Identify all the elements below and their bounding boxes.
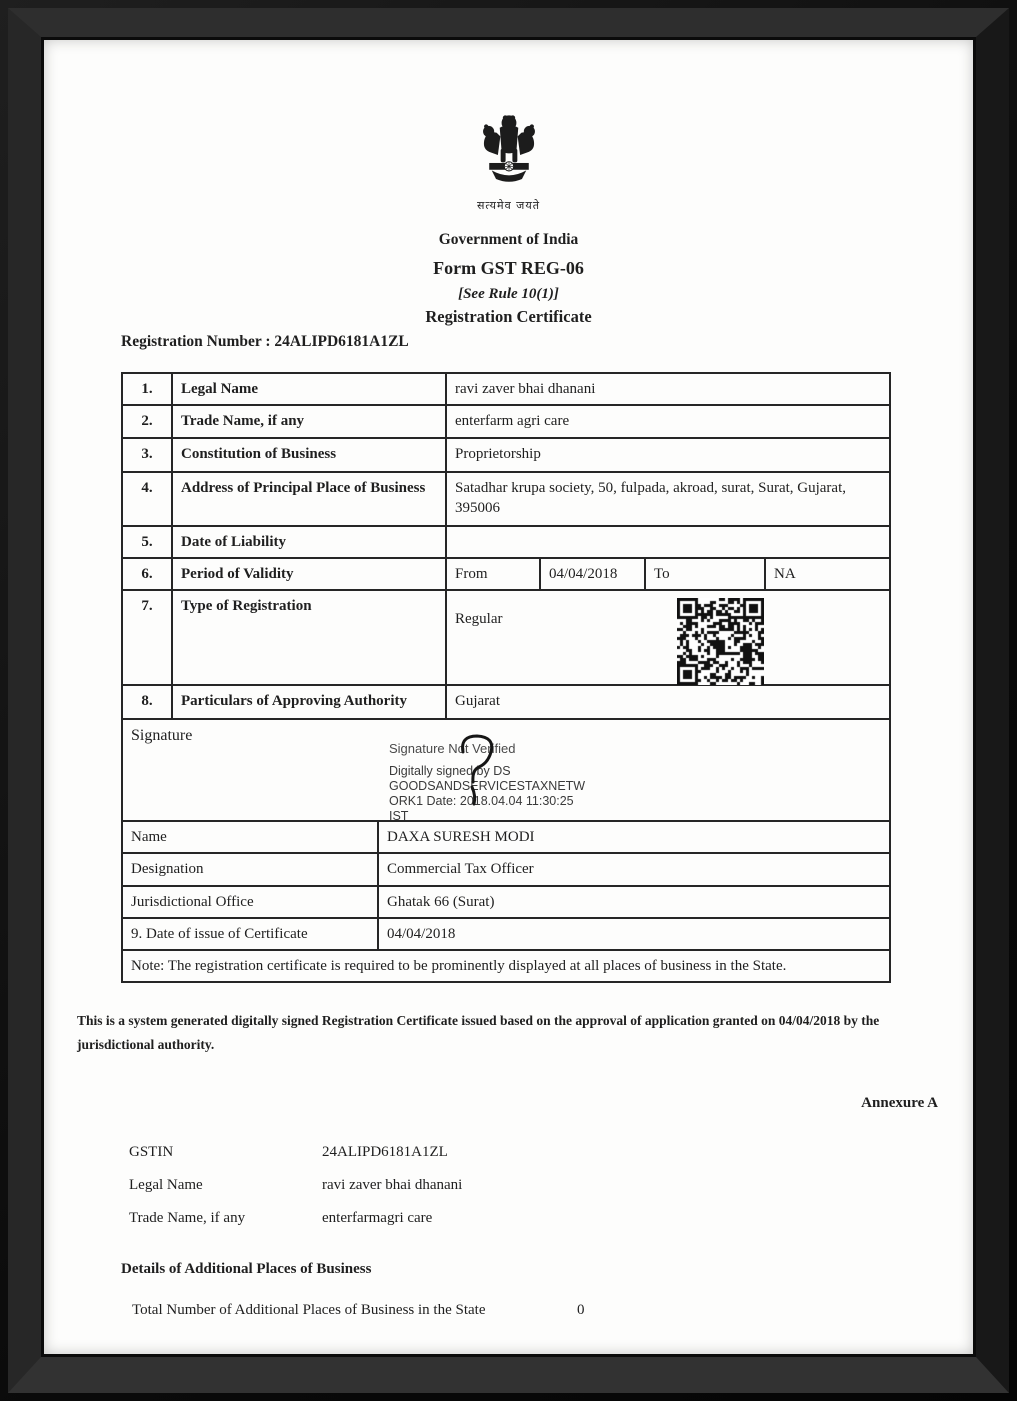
table-row [122, 472, 890, 526]
annexure-field-value: 24ALIPD6181A1ZL [322, 1144, 448, 1161]
row-value: Proprietorship [446, 438, 890, 472]
validity-to-value: NA [765, 558, 890, 590]
row-value: Satadhar krupa society, 50, fulpada, akroad, surat, Surat, Gujarat, 395006 [446, 472, 890, 526]
table-row [122, 685, 890, 719]
note-row [122, 950, 890, 982]
officer-label: Jurisdictional Office [122, 886, 378, 918]
annexure-fields [129, 1136, 940, 1235]
total-places-value: 0 [577, 1302, 585, 1319]
row-label: Date of Liability [172, 526, 446, 558]
officer-row [122, 821, 890, 853]
table-row [122, 438, 890, 472]
document-header [77, 229, 940, 329]
annexure-field-row [129, 1202, 940, 1235]
signature-scribble-icon [453, 732, 505, 816]
row-value: Gujarat [446, 685, 890, 719]
row-label: Type of Registration [172, 590, 446, 685]
india-national-emblem-icon [478, 179, 540, 196]
total-places-line [132, 1302, 940, 1319]
annexure-field-label: Legal Name [129, 1177, 203, 1194]
officer-value: DAXA SURESH MODI [378, 821, 890, 853]
annexure-field-value: enterfarmagri care [322, 1210, 433, 1227]
row-label: Constitution of Business [172, 438, 446, 472]
signature-detail-line: ORK1 Date: 2018.04.04 11:30:25 [389, 793, 574, 808]
signature-label: Signature [131, 727, 193, 745]
annexure-field-label: Trade Name, if any [129, 1210, 246, 1227]
row-number: 7. [122, 590, 172, 685]
row-label: Address of Principal Place of Business [172, 472, 446, 526]
officer-value: Commercial Tax Officer [378, 853, 890, 885]
officer-row [122, 886, 890, 918]
table-row [122, 373, 890, 405]
row-label: Trade Name, if any [172, 405, 446, 437]
table-row-period-of-validity [122, 558, 890, 590]
row-value [446, 526, 890, 558]
total-places-label: Total Number of Additional Places of Business in the State [132, 1302, 486, 1319]
validity-to-label: To [645, 558, 765, 590]
row-number: 1. [122, 373, 172, 405]
officer-row [122, 918, 890, 950]
certificate-table [121, 372, 891, 983]
officer-label: 9. Date of issue of Certificate [122, 918, 378, 950]
row-number: 5. [122, 526, 172, 558]
signature-detail-line: Digitally signed by DS [389, 763, 511, 778]
row-value: ravi zaver bhai dhanani [446, 373, 890, 405]
signature-row [122, 719, 890, 821]
validity-from-value: 04/04/2018 [540, 558, 645, 590]
registration-number-line [121, 333, 940, 351]
header-government: Government of India [438, 231, 579, 248]
row-label: Legal Name [172, 373, 446, 405]
table-row [122, 405, 890, 437]
signature-detail-line: IST [389, 808, 409, 823]
note-text: Note: The registration certificate is required to be prominently displayed at all places of business in the State. [122, 950, 890, 982]
row-number: 2. [122, 405, 172, 437]
officer-value: 04/04/2018 [378, 918, 890, 950]
officer-value: Ghatak 66 (Surat) [378, 886, 890, 918]
annexure-field-value: ravi zaver bhai dhanani [322, 1177, 463, 1194]
registration-number-value: 24ALIPD6181A1ZL [274, 333, 409, 351]
officer-row [122, 853, 890, 885]
signature-detail-line: GOODSANDSERVICESTAXNETW [389, 778, 586, 793]
header-certificate-title: Registration Certificate [425, 307, 592, 327]
header-rule-reference: [See Rule 10(1)] [458, 285, 559, 302]
registration-number-label: Registration Number : [121, 333, 271, 351]
officer-label: Name [122, 821, 378, 853]
emblem-block [77, 108, 940, 213]
table-row [122, 526, 890, 558]
signature-status: Signature Not Verified [389, 741, 516, 757]
row-number: 4. [122, 472, 172, 526]
row-label: Period of Validity [172, 558, 446, 590]
annexure-title: Annexure A [861, 1095, 938, 1112]
annexure-field-row [129, 1169, 940, 1202]
picture-frame-bevel [8, 8, 1009, 1393]
header-form-number: Form GST REG-06 [433, 258, 584, 279]
row-value: enterfarm agri care [446, 405, 890, 437]
row-number: 8. [122, 685, 172, 719]
certificate-document [44, 40, 973, 1354]
annexure-field-row [129, 1136, 940, 1169]
annexure-field-label: GSTIN [129, 1144, 174, 1161]
validity-from-label: From [446, 558, 540, 590]
system-generated-note: This is a system generated digitally signed Registration Certificate issued based on the approval of application granted on 04/04/2018 by the jurisdictional authority. [77, 1013, 880, 1053]
row-label: Particulars of Approving Authority [172, 685, 446, 719]
row-value: Regular [455, 611, 503, 628]
qr-code [677, 598, 764, 685]
emblem-motto: सत्यमेव जयते [476, 199, 540, 212]
signature-cell [122, 719, 890, 821]
row-value-cell [446, 590, 890, 685]
officer-label: Designation [122, 853, 378, 885]
details-heading: Details of Additional Places of Business [121, 1261, 372, 1278]
row-number: 3. [122, 438, 172, 472]
row-number: 6. [122, 558, 172, 590]
table-row-type-of-registration [122, 590, 890, 685]
